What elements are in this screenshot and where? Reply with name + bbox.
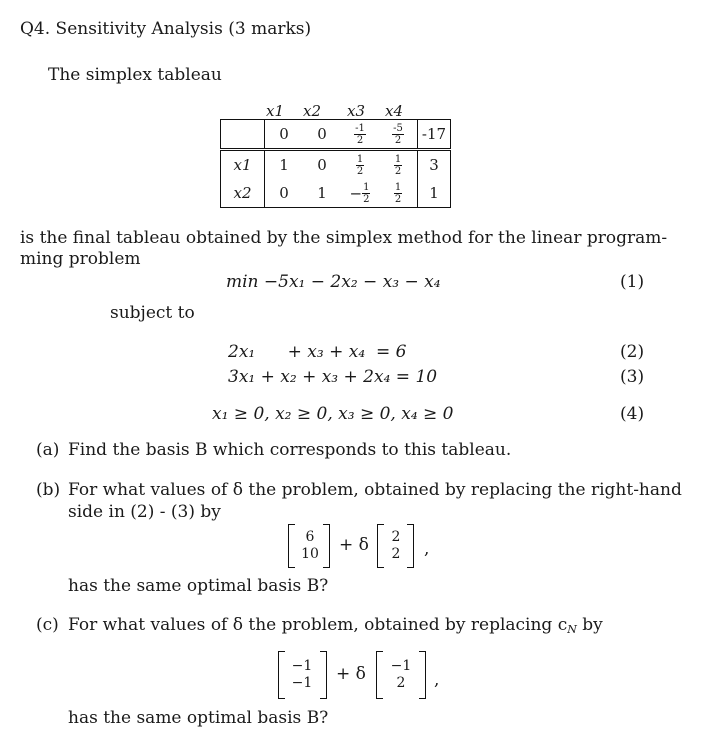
obj-x4-fraction bbox=[392, 123, 404, 146]
c-vec1-right-bracket bbox=[320, 651, 327, 699]
c-vec2-left-bracket bbox=[376, 651, 383, 699]
b-comma: , bbox=[424, 539, 430, 559]
part-c-line1 bbox=[68, 615, 603, 636]
b-vec1-entry-2: 10 bbox=[301, 546, 319, 562]
part-c-label: (c) bbox=[36, 615, 59, 635]
row2-x3-sign: − bbox=[349, 184, 363, 202]
c-plus-delta: + δ bbox=[336, 664, 366, 684]
part-a-text: Find the basis B which corresponds to this tableau. bbox=[68, 440, 512, 460]
c-vec1-left-bracket bbox=[278, 651, 285, 699]
part-b-line1: For what values of δ the problem, obtained by replacing the right-hand bbox=[68, 480, 682, 500]
col-header-x4-text: x4 bbox=[384, 102, 403, 120]
col-header-x3-text: x3 bbox=[346, 102, 365, 120]
col-header-x2-text: x2 bbox=[302, 102, 321, 120]
row2-basis-text: x2 bbox=[233, 184, 252, 202]
objective-basis-cell bbox=[221, 120, 265, 150]
obj-x3-fraction bbox=[354, 123, 366, 146]
row2-x3-num: 1 bbox=[363, 181, 370, 193]
row2-x4-fraction bbox=[394, 182, 402, 205]
c-vec2-right-bracket bbox=[419, 651, 426, 699]
b-vec1-entry-1: 6 bbox=[305, 529, 315, 545]
row2-x3-fraction bbox=[362, 182, 370, 205]
col-header-x1 bbox=[263, 102, 287, 120]
row1-x3-num: 1 bbox=[356, 153, 364, 165]
col-header-x4 bbox=[382, 102, 406, 120]
row1-basis-text: x1 bbox=[233, 156, 252, 174]
row2-x4-num: 1 bbox=[394, 181, 402, 193]
c-vec2-entry-2: 2 bbox=[396, 675, 406, 691]
c-comma: , bbox=[434, 670, 440, 690]
b-vec2-right-bracket bbox=[407, 524, 414, 568]
obj-x2: 0 bbox=[303, 120, 341, 150]
subject-to-text: subject to bbox=[110, 303, 195, 323]
row2-x4 bbox=[379, 179, 418, 208]
row1-x4 bbox=[379, 150, 418, 180]
part-b-line2: side in (2) - (3) by bbox=[68, 502, 221, 522]
after-tableau-line1: is the final tableau obtained by the simplex method for the linear program- bbox=[20, 228, 668, 248]
row1-basis bbox=[221, 150, 265, 180]
b-vec1-right-bracket bbox=[323, 524, 330, 568]
intro-text: The simplex tableau bbox=[48, 65, 222, 85]
b-vec1 bbox=[298, 524, 322, 568]
objective-equation: min −5x₁ − 2x₂ − x₃ − x₄ bbox=[226, 272, 441, 292]
b-vec2-left-bracket bbox=[377, 524, 384, 568]
row1-x2: 0 bbox=[317, 156, 327, 174]
obj-x3 bbox=[341, 120, 379, 150]
row1-x3-den: 2 bbox=[356, 165, 364, 177]
eq-label-3: (3) bbox=[620, 367, 645, 387]
b-vec2-entry-2: 2 bbox=[391, 546, 401, 562]
obj-x4 bbox=[379, 120, 418, 150]
simplex-tableau bbox=[220, 119, 451, 208]
objective-row bbox=[221, 120, 451, 150]
row1-x1: 1 bbox=[279, 156, 289, 174]
tableau-row-x2 bbox=[221, 179, 451, 208]
obj-x3-num: -1 bbox=[355, 122, 365, 134]
row1-x4-num: 1 bbox=[394, 153, 402, 165]
part-b-label: (b) bbox=[36, 480, 61, 500]
obj-x3-den: 2 bbox=[356, 134, 364, 146]
row2-x3-den: 2 bbox=[363, 193, 370, 205]
row2-rhs: 1 bbox=[418, 179, 451, 208]
row2-basis bbox=[221, 179, 265, 208]
row1-rhs: 3 bbox=[418, 150, 451, 180]
eq-label-1: (1) bbox=[620, 272, 645, 292]
col-header-x3 bbox=[344, 102, 368, 120]
part-c-line1-text: For what values of δ the problem, obtained by replacing c bbox=[68, 615, 568, 635]
constraint-3: 3x₁ + x₂ + x₃ + 2x₄ = 10 bbox=[228, 367, 438, 387]
c-vec1 bbox=[285, 651, 319, 699]
obj-x4-den: 2 bbox=[394, 134, 402, 146]
row2-x4-den: 2 bbox=[394, 193, 402, 205]
part-c-line1-end: by bbox=[576, 615, 603, 635]
after-tableau-line2: ming problem bbox=[20, 249, 141, 269]
row2-x1: 0 bbox=[265, 179, 304, 208]
c-vec1-entry-2: −1 bbox=[291, 675, 313, 691]
row1-x4-fraction bbox=[394, 154, 402, 177]
c-vec2 bbox=[384, 651, 418, 699]
constraint-2: 2x₁ + x₃ + x₄ = 6 bbox=[228, 342, 407, 362]
b-vec2-entry-1: 2 bbox=[391, 529, 401, 545]
part-b-tail: has the same optimal basis B? bbox=[68, 576, 329, 596]
obj-x1: 0 bbox=[265, 120, 304, 150]
b-plus-delta: + δ bbox=[339, 535, 369, 555]
c-vec2-entry-1: −1 bbox=[390, 658, 412, 674]
part-c-tail: has the same optimal basis B? bbox=[68, 708, 329, 728]
obj-rhs: -17 bbox=[418, 120, 451, 150]
col-header-x1-text: x1 bbox=[265, 102, 284, 120]
part-c-subscript: N bbox=[567, 623, 577, 636]
row1-x3 bbox=[341, 150, 379, 180]
b-vec1-left-bracket bbox=[288, 524, 295, 568]
part-a-label: (a) bbox=[36, 440, 60, 460]
eq-label-2: (2) bbox=[620, 342, 645, 362]
row2-x3 bbox=[341, 179, 379, 208]
obj-x4-num: -5 bbox=[393, 122, 403, 134]
b-vec2 bbox=[386, 524, 406, 568]
row2-x2: 1 bbox=[303, 179, 341, 208]
question-title: Q4. Sensitivity Analysis (3 marks) bbox=[20, 19, 312, 39]
constraint-4: x₁ ≥ 0, x₂ ≥ 0, x₃ ≥ 0, x₄ ≥ 0 bbox=[212, 404, 454, 424]
row1-x3-fraction bbox=[356, 154, 364, 177]
eq-label-4: (4) bbox=[620, 404, 645, 424]
col-header-x2 bbox=[300, 102, 324, 120]
tableau-row-x1 bbox=[221, 150, 451, 180]
row1-x4-den: 2 bbox=[394, 165, 402, 177]
c-vec1-entry-1: −1 bbox=[291, 658, 313, 674]
